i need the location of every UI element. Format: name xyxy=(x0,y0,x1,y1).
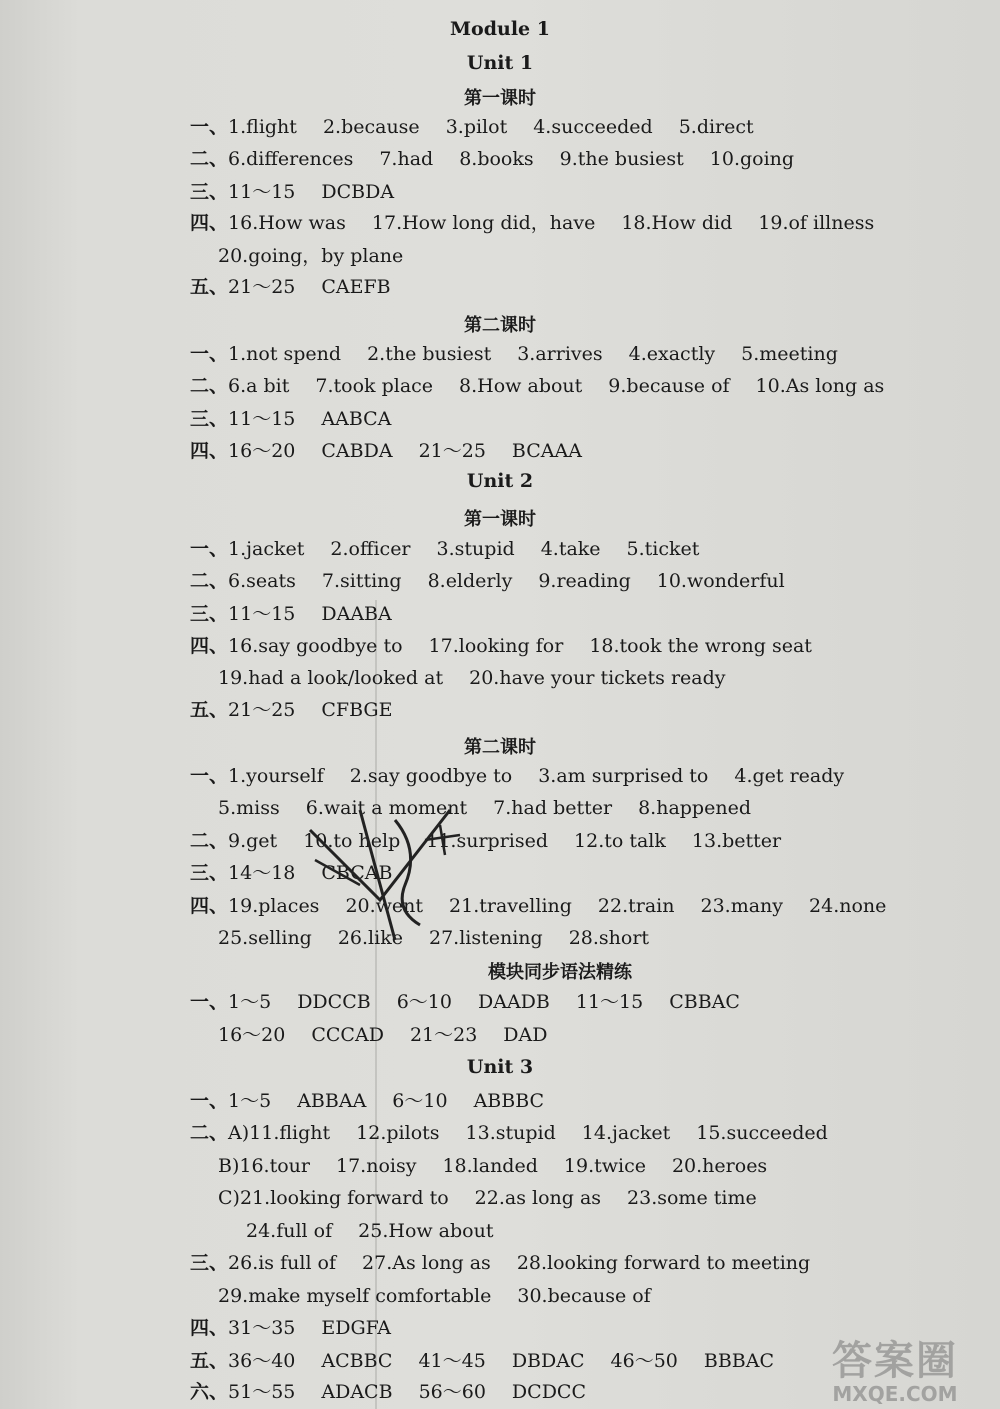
answer-item: 7.had xyxy=(379,148,434,170)
section-label: 三、 xyxy=(190,181,229,203)
answer-item: 18.How did xyxy=(621,212,733,234)
section-label: 四、 xyxy=(190,635,229,657)
answer-item: 13.better xyxy=(691,830,782,852)
section-label: 一、 xyxy=(190,1090,229,1112)
answer-line xyxy=(190,1251,810,1275)
section-label: 五、 xyxy=(190,276,229,298)
answer-item: BCAAA xyxy=(511,440,582,462)
answer-item: DAD xyxy=(503,1024,548,1046)
answer-item: 16～20 xyxy=(218,1024,286,1046)
answer-line xyxy=(190,698,392,722)
answer-line xyxy=(218,1154,767,1178)
section-label: 三、 xyxy=(190,1252,229,1274)
answer-item: 24.full of xyxy=(246,1220,333,1242)
answer-item: 1.flight xyxy=(228,116,297,138)
answer-item: EDGFA xyxy=(321,1317,391,1339)
answer-item: 27.listening xyxy=(428,927,543,949)
lesson-1-heading-u2: 第一课时 xyxy=(464,509,536,530)
answer-item: 5.miss xyxy=(218,797,280,819)
lesson-2-heading: 第二课时 xyxy=(464,315,536,336)
answer-item: CBCAB xyxy=(321,862,393,884)
answer-item: 25.selling xyxy=(218,927,312,949)
answer-line xyxy=(190,439,582,463)
answer-item: 19.of illness xyxy=(758,212,875,234)
answer-item: 18.landed xyxy=(442,1155,538,1177)
answer-item: 11～15 xyxy=(575,991,644,1013)
answer-item: 1.yourself xyxy=(228,765,324,787)
answer-item: 23.some time xyxy=(627,1187,757,1209)
unit-2-heading: Unit 2 xyxy=(466,470,534,492)
section-label: 六、 xyxy=(190,1381,229,1403)
answer-item: 19.places xyxy=(228,895,320,917)
answer-item: 21～25 xyxy=(228,276,296,298)
answer-item: 1.jacket xyxy=(228,538,305,560)
answer-item: 22.as long as xyxy=(474,1187,602,1209)
answer-item: CAEFB xyxy=(321,276,391,298)
answer-item: DDCCB xyxy=(297,991,371,1013)
answer-item: 3.stupid xyxy=(436,538,515,560)
answer-item: 30.because of xyxy=(517,1285,651,1307)
answer-item: 19.twice xyxy=(563,1155,646,1177)
answer-item: 19.had a look/looked at xyxy=(218,667,444,689)
answer-item: CABDA xyxy=(321,440,393,462)
answer-line xyxy=(190,1089,544,1113)
section-label: 四、 xyxy=(190,895,229,917)
section-label: 三、 xyxy=(190,408,229,430)
answer-item: C)21.looking forward to xyxy=(218,1187,449,1209)
answer-item: 22.train xyxy=(597,895,675,917)
answer-item: 3.am surprised to xyxy=(538,765,709,787)
answer-item: A)11.flight xyxy=(228,1122,331,1144)
answer-item: 25.How about xyxy=(358,1220,494,1242)
answer-item: 2.the busiest xyxy=(367,343,492,365)
answer-item: 9.because of xyxy=(608,375,730,397)
answer-line xyxy=(246,1219,494,1243)
module-title: Module 1 xyxy=(450,18,550,40)
answer-line xyxy=(190,1349,774,1373)
answer-item: DAADB xyxy=(477,991,550,1013)
answer-line xyxy=(190,602,392,626)
answer-line xyxy=(190,634,812,658)
answer-item: 4.succeeded xyxy=(533,116,653,138)
answer-line xyxy=(190,829,781,853)
answer-item: 1～5 xyxy=(228,1090,272,1112)
answer-item: 31～35 xyxy=(228,1317,296,1339)
answer-line xyxy=(190,1316,391,1340)
answer-item: 6.seats xyxy=(228,570,296,592)
unit-1-heading: Unit 1 xyxy=(466,52,534,74)
answer-line xyxy=(218,1186,757,1210)
answer-item: 11～15 xyxy=(228,408,296,430)
answer-item: 10.to help xyxy=(303,830,401,852)
answer-line xyxy=(190,990,740,1014)
answer-item: 12.to talk xyxy=(574,830,666,852)
watermark-url: MXQE.COM xyxy=(832,1382,958,1406)
answer-item: 6～10 xyxy=(396,991,452,1013)
section-label: 三、 xyxy=(190,603,229,625)
answer-item: 10.going xyxy=(709,148,795,170)
answer-item: 2.officer xyxy=(330,538,411,560)
answer-item: 56～60 xyxy=(418,1381,486,1403)
section-label: 二、 xyxy=(190,1122,229,1144)
section-label: 一、 xyxy=(190,116,229,138)
answer-item: 6.differences xyxy=(228,148,354,170)
answer-item: 8.How about xyxy=(459,375,583,397)
answer-item: 20.going，by plane xyxy=(218,245,404,267)
answer-item: 17.noisy xyxy=(336,1155,417,1177)
section-label: 四、 xyxy=(190,1317,229,1339)
answer-line xyxy=(190,147,794,171)
site-watermark xyxy=(800,1329,990,1406)
answer-item: 1～5 xyxy=(228,991,272,1013)
answer-item: 16～20 xyxy=(228,440,296,462)
answer-item: 12.pilots xyxy=(356,1122,440,1144)
answer-item: 5.meeting xyxy=(741,343,838,365)
answer-item: DBDAC xyxy=(511,1350,585,1372)
answer-item: CCCAD xyxy=(311,1024,384,1046)
answer-line xyxy=(190,1121,828,1145)
section-label: 五、 xyxy=(190,699,229,721)
answer-item: ADACB xyxy=(321,1381,393,1403)
answer-item: 4.exactly xyxy=(628,343,716,365)
answer-line xyxy=(190,537,699,561)
answer-item: 29.make myself comfortable xyxy=(218,1285,492,1307)
answer-line xyxy=(190,1380,586,1404)
answer-item: 27.As long as xyxy=(362,1252,491,1274)
answer-item: 9.the busiest xyxy=(559,148,684,170)
answer-item: 4.take xyxy=(540,538,601,560)
answer-item: 36～40 xyxy=(228,1350,296,1372)
answer-item: DCBDA xyxy=(321,181,395,203)
answer-line xyxy=(218,666,726,690)
section-label: 一、 xyxy=(190,765,229,787)
answer-item: 6.a bit xyxy=(228,375,290,397)
answer-item: 2.say goodbye to xyxy=(349,765,513,787)
answer-item: 7.had better xyxy=(493,797,613,819)
answer-item: 5.ticket xyxy=(626,538,700,560)
watermark-logo: 答案圈 xyxy=(832,1338,958,1384)
answer-item: AABCA xyxy=(321,408,392,430)
answer-line xyxy=(218,1284,651,1308)
answer-line xyxy=(218,796,751,820)
answer-item: 9.reading xyxy=(538,570,631,592)
answer-item: 9.get xyxy=(228,830,278,852)
answer-item: 8.happened xyxy=(638,797,751,819)
answer-item: 20.heroes xyxy=(671,1155,768,1177)
answer-item: CFBGE xyxy=(321,699,393,721)
answer-item: 11.surprised xyxy=(426,830,549,852)
section-label: 四、 xyxy=(190,440,229,462)
answer-item: 13.stupid xyxy=(465,1122,556,1144)
answer-item: 41～45 xyxy=(418,1350,486,1372)
answer-line xyxy=(190,180,394,204)
answer-line xyxy=(190,764,844,788)
answer-item: 6.wait a moment xyxy=(305,797,468,819)
answer-item: 20.went xyxy=(345,895,424,917)
answer-line xyxy=(190,407,391,431)
section-label: 一、 xyxy=(190,343,229,365)
answer-line xyxy=(190,211,874,235)
section-label: 二、 xyxy=(190,570,229,592)
answer-line xyxy=(190,374,884,398)
answer-item: 26.is full of xyxy=(228,1252,337,1274)
section-label: 一、 xyxy=(190,538,229,560)
lesson-2-heading-u2: 第二课时 xyxy=(464,737,536,758)
answer-item: 16.say goodbye to xyxy=(228,635,403,657)
section-label: 二、 xyxy=(190,830,229,852)
answer-item: 23.many xyxy=(700,895,784,917)
section-label: 三、 xyxy=(190,862,229,884)
answer-item: DAABA xyxy=(321,603,392,625)
answer-item: 7.took place xyxy=(315,375,434,397)
answer-line xyxy=(190,894,886,918)
answer-item: 17.How long did，have xyxy=(371,212,596,234)
section-label: 一、 xyxy=(190,991,229,1013)
answer-item: 20.have your tickets ready xyxy=(469,667,726,689)
answer-item: 24.none xyxy=(809,895,887,917)
answer-item: 6～10 xyxy=(392,1090,448,1112)
answer-item: 14～18 xyxy=(228,862,296,884)
section-label: 二、 xyxy=(190,375,229,397)
answer-item: 11～15 xyxy=(228,181,296,203)
answer-item: 28.short xyxy=(568,927,650,949)
answer-line xyxy=(218,244,403,268)
answer-item: ABBAA xyxy=(297,1090,367,1112)
answer-item: 21～23 xyxy=(409,1024,478,1046)
answer-item: 7.sitting xyxy=(321,570,402,592)
answer-line xyxy=(190,342,838,366)
answer-item: 5.direct xyxy=(678,116,754,138)
answer-item: 17.looking for xyxy=(428,635,564,657)
answer-item: BBBAC xyxy=(703,1350,775,1372)
answer-item: 21.travelling xyxy=(449,895,572,917)
answer-item: 21～25 xyxy=(228,699,296,721)
answer-item: 18.took the wrong seat xyxy=(589,635,812,657)
answer-item: 15.succeeded xyxy=(696,1122,828,1144)
lesson-1-heading: 第一课时 xyxy=(464,88,536,109)
answer-item: 10.wonderful xyxy=(656,570,785,592)
answer-item: 21～25 xyxy=(418,440,486,462)
answer-line xyxy=(190,569,785,593)
answer-line xyxy=(190,275,391,299)
answer-item: 8.books xyxy=(459,148,534,170)
section-label: 五、 xyxy=(190,1350,229,1372)
section-label: 四、 xyxy=(190,212,229,234)
answer-item: ABBBC xyxy=(473,1090,545,1112)
answer-line xyxy=(190,115,754,139)
answer-item: 28.looking forward to meeting xyxy=(516,1252,811,1274)
answer-item: 3.pilot xyxy=(445,116,508,138)
grammar-heading: 模块同步语法精练 xyxy=(488,962,632,983)
answer-item: ACBBC xyxy=(321,1350,393,1372)
section-label: 二、 xyxy=(190,148,229,170)
answer-item: 4.get ready xyxy=(734,765,845,787)
answer-item: B)16.tour xyxy=(218,1155,310,1177)
answer-item: DCDCC xyxy=(511,1381,587,1403)
answer-item: 10.As long as xyxy=(755,375,885,397)
answer-item: 51～55 xyxy=(228,1381,296,1403)
answer-item: 26.like xyxy=(337,927,403,949)
answer-item: 3.arrives xyxy=(517,343,603,365)
unit-3-heading: Unit 3 xyxy=(466,1056,534,1078)
handwritten-mark xyxy=(300,790,470,950)
answer-item: 1.not spend xyxy=(228,343,342,365)
answer-item: 16.How was xyxy=(228,212,346,234)
answer-item: 14.jacket xyxy=(581,1122,671,1144)
answer-item: 8.elderly xyxy=(427,570,513,592)
answer-item: 46～50 xyxy=(610,1350,678,1372)
answer-item: CBBAC xyxy=(669,991,740,1013)
answer-line xyxy=(218,1023,548,1047)
answer-item: 11～15 xyxy=(228,603,296,625)
answer-item: 2.because xyxy=(322,116,420,138)
